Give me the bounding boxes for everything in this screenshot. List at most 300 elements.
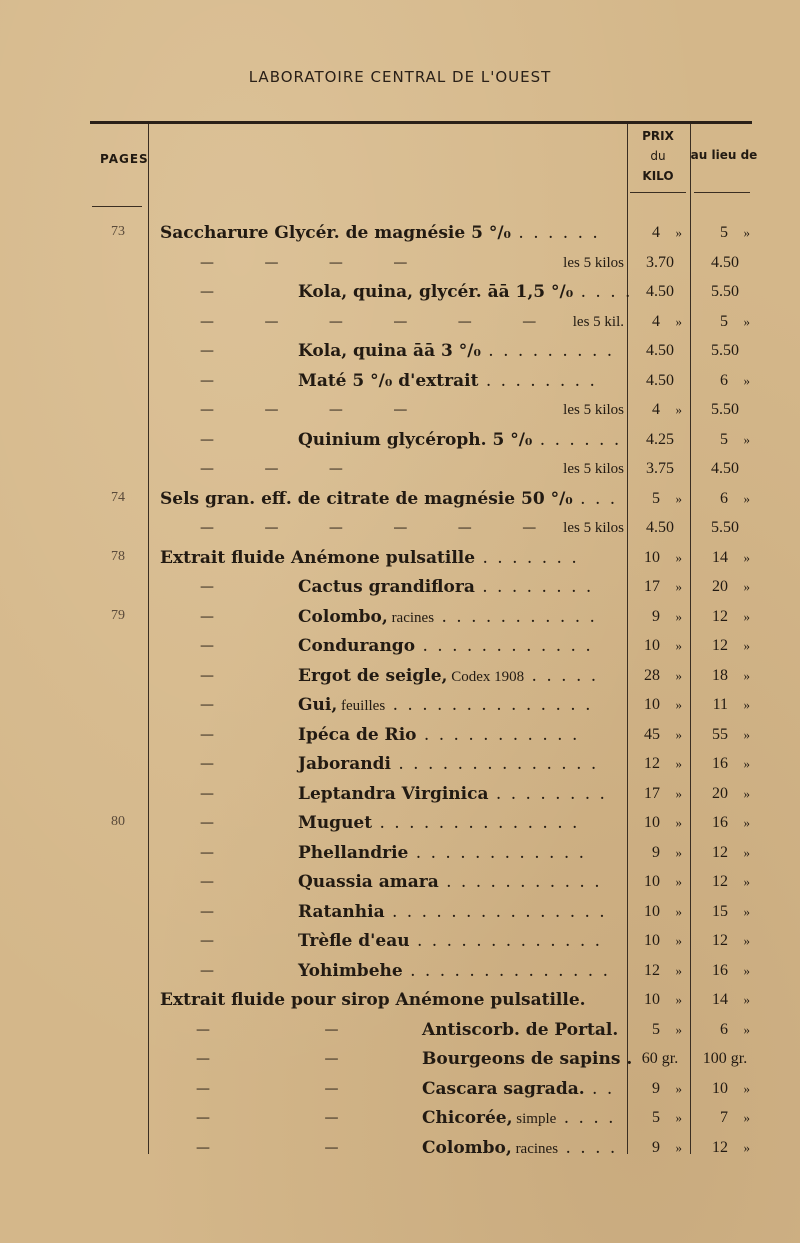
ditto-mark: »	[675, 785, 682, 801]
au-lieu-de-price	[694, 454, 756, 484]
table-row	[0, 838, 800, 868]
lieu-value: 5	[720, 312, 728, 330]
dot-leader: . . . . . .	[532, 429, 622, 450]
ditto-dashes: —	[200, 579, 214, 595]
table-row	[0, 690, 800, 720]
item-label	[422, 1044, 633, 1074]
dot-leader: . . . . . .	[510, 223, 600, 243]
ditto-mark: »	[743, 726, 750, 742]
prix-du-kilo	[632, 749, 688, 779]
prix-value: 9	[652, 607, 660, 625]
ditto-mark: »	[675, 933, 682, 948]
ditto-dashes: —	[200, 372, 214, 389]
item-label	[160, 543, 626, 573]
au-lieu-de-price	[694, 690, 756, 720]
item-name: Cascara sagrada.	[422, 1078, 585, 1099]
au-lieu-de-price	[694, 218, 756, 248]
prix-value: 4	[652, 401, 660, 418]
dot-leader: . .	[584, 1078, 615, 1099]
table-row	[0, 277, 800, 307]
au-lieu-de-column-header: au lieu de	[690, 148, 758, 162]
prix-value: 3.70	[646, 253, 674, 271]
ditto-mark: »	[743, 1139, 750, 1155]
prix-value: 3.75	[646, 460, 674, 477]
item-name: Antiscorb. de Portal.	[422, 1019, 619, 1040]
prix-value: 12	[644, 961, 660, 979]
prix-value: 4.25	[646, 430, 674, 448]
item-label	[298, 897, 626, 927]
ditto-mark: »	[675, 490, 682, 506]
prix-value: 10	[644, 902, 660, 920]
item-label	[298, 631, 626, 661]
lieu-value: 16	[712, 755, 728, 772]
lieu-value: 6	[720, 1020, 728, 1038]
prix-du-kilo	[632, 867, 688, 897]
au-lieu-de-price	[694, 1015, 756, 1045]
ditto-dashes: —	[200, 667, 214, 684]
au-lieu-de-price	[694, 484, 756, 514]
prix-value: 17	[644, 578, 660, 595]
table-row	[0, 484, 800, 514]
prix-du-kilo	[632, 690, 688, 720]
ditto-mark: »	[743, 874, 750, 889]
ditto-dashes: —	[200, 844, 214, 861]
ditto-dashes: —	[200, 785, 214, 802]
prix-du-kilo	[632, 572, 688, 602]
item-name: Ergot de seigle,	[298, 665, 448, 686]
prix-value: 10	[644, 696, 660, 713]
ditto-dashes: — — — — — —	[200, 520, 537, 536]
lieu-value: 4.50	[711, 253, 739, 271]
ditto-mark: »	[743, 431, 750, 447]
item-name: Extrait fluide pour sirop Anémone pulsatille.	[160, 990, 586, 1010]
ditto-mark: »	[743, 697, 750, 712]
au-lieu-de-price	[694, 631, 756, 661]
prix-value: 5	[652, 1109, 660, 1126]
lieu-value: 20	[712, 784, 728, 802]
au-lieu-de-price	[694, 956, 756, 986]
ditto-dashes: —	[200, 933, 214, 949]
item-name: Maté 5 °/₀ d'extrait	[298, 370, 479, 391]
dot-leader: . . . . . . .	[475, 547, 579, 568]
item-label	[160, 484, 626, 514]
ditto-mark: »	[675, 697, 682, 712]
item-name: Saccharure Glycér. de magnésie 5 °/₀	[160, 223, 511, 243]
ditto-mark: »	[675, 579, 682, 594]
item-label	[298, 956, 626, 986]
item-label	[160, 985, 626, 1015]
table-row	[0, 1074, 800, 1104]
prix-du-kilo	[632, 1103, 688, 1133]
item-name: Ratanhia	[298, 901, 385, 922]
ditto-dashes: — —	[196, 1021, 339, 1038]
ditto-mark: »	[675, 992, 682, 1007]
dot-leader: . . . . . . . .	[474, 577, 594, 597]
table-row	[0, 956, 800, 986]
prix-du-kilo	[632, 1015, 688, 1045]
prix-du-kilo	[632, 454, 688, 484]
ditto-mark: »	[743, 815, 750, 830]
item-name: Quinium glycéroph. 5 °/₀	[298, 429, 533, 450]
ditto-mark: »	[675, 726, 682, 742]
quantity-note: les 5 kil.	[572, 313, 624, 330]
item-name: Muguet	[298, 813, 373, 833]
prix-du-kilo	[632, 808, 688, 838]
table-row	[0, 867, 800, 897]
lieu-value: 20	[712, 578, 728, 595]
item-name: Extrait fluide Anémone pulsatille	[160, 547, 476, 568]
table-row	[0, 926, 800, 956]
prix-du-kilo	[632, 484, 688, 514]
lieu-value: 6	[720, 371, 728, 389]
item-label	[160, 218, 626, 248]
prix-value: 12	[644, 755, 660, 772]
prix-du-kilo	[632, 779, 688, 809]
ditto-mark: »	[743, 756, 750, 771]
prix-value: 5	[652, 1020, 660, 1038]
ditto-mark: »	[743, 667, 750, 683]
item-label	[298, 661, 626, 691]
lieu-value: 14	[712, 548, 728, 566]
ditto-mark: »	[743, 903, 750, 919]
au-lieu-de-price	[694, 277, 756, 307]
prix-value: 9	[652, 1138, 660, 1156]
lieu-value: 12	[712, 843, 728, 861]
prix-du-kilo	[632, 838, 688, 868]
ditto-dashes: — — — —	[200, 402, 408, 418]
table-row	[0, 307, 800, 337]
prix-du-kilo	[632, 248, 688, 278]
ditto-mark: »	[675, 225, 682, 240]
item-name: Colombo,	[422, 1137, 512, 1158]
table-row	[0, 897, 800, 927]
dot-leader: . . . . . . . . . . . . . .	[402, 960, 610, 981]
item-label	[298, 779, 626, 809]
ditto-dashes: —	[200, 815, 214, 831]
lieu-value: 12	[712, 932, 728, 949]
au-lieu-de-price	[694, 425, 756, 455]
prix-du-kilo	[632, 631, 688, 661]
table-row	[0, 1133, 800, 1163]
table-row	[0, 543, 800, 573]
du-header-line: du	[650, 149, 666, 163]
dot-leader: . . . .	[573, 282, 633, 302]
ditto-mark: »	[743, 372, 750, 388]
table-row	[0, 602, 800, 632]
ditto-dashes: — —	[196, 1139, 339, 1156]
item-label	[298, 366, 626, 396]
prix-du-kilo	[632, 661, 688, 691]
table-row	[0, 1044, 800, 1074]
item-label	[298, 277, 633, 307]
ditto-mark: »	[743, 638, 750, 653]
ditto-mark: »	[743, 844, 750, 860]
au-lieu-de-price	[694, 838, 756, 868]
item-label	[298, 572, 626, 602]
item-label	[298, 690, 626, 720]
item-label	[298, 808, 626, 838]
table-row	[0, 631, 800, 661]
prix-value: 4.50	[646, 283, 674, 300]
prix-value: 4.50	[646, 371, 674, 389]
au-lieu-de-price	[694, 366, 756, 396]
page-number: 79	[111, 607, 125, 623]
dot-leader: . . . .	[558, 1137, 618, 1158]
ditto-mark: »	[675, 313, 682, 329]
prix-du-kilo	[632, 307, 688, 337]
prix-value: 10	[644, 814, 660, 831]
item-name: Jaborandi	[298, 754, 391, 774]
prix-du-kilo	[632, 218, 688, 248]
item-label	[422, 1015, 626, 1045]
lieu-value: 4.50	[711, 460, 739, 477]
prix-du-kilo	[632, 336, 688, 366]
ditto-dashes: —	[200, 962, 214, 979]
ditto-dashes: —	[200, 608, 214, 625]
au-lieu-de-price	[694, 602, 756, 632]
ditto-mark: »	[675, 903, 682, 919]
ditto-mark: »	[675, 844, 682, 860]
table-row	[0, 720, 800, 750]
item-label	[298, 867, 626, 897]
lieu-value: 5	[720, 430, 728, 448]
table-row	[0, 336, 800, 366]
table-row	[0, 749, 800, 779]
ditto-mark: »	[743, 933, 750, 948]
prix-du-kilo	[632, 277, 688, 307]
prix-du-kilo	[632, 395, 688, 425]
dot-leader: . . . . . . . . . . . . . . .	[384, 901, 607, 922]
lieu-value: 5	[720, 224, 728, 241]
page-number: 80	[111, 814, 125, 829]
page-number: 73	[111, 224, 125, 239]
table-row	[0, 1103, 800, 1133]
table-row	[0, 395, 800, 425]
item-name: Yohimbehe	[298, 960, 403, 981]
item-name: Quassia amara	[298, 872, 439, 892]
item-label	[298, 425, 626, 455]
item-label	[298, 749, 626, 779]
table-row	[0, 218, 800, 248]
lieu-value: 12	[712, 873, 728, 890]
dot-leader: . . . . . . . . . . . .	[415, 636, 593, 656]
lieu-value: 16	[712, 961, 728, 979]
au-lieu-de-price	[694, 543, 756, 573]
prix-value: 4.50	[646, 342, 674, 359]
au-lieu-de-price	[694, 808, 756, 838]
lieu-value: 12	[712, 607, 728, 625]
au-lieu-de-price	[694, 749, 756, 779]
item-note: simple	[512, 1111, 557, 1127]
ditto-mark: »	[675, 549, 682, 565]
table-row	[0, 513, 800, 543]
prix-du-kilo	[632, 897, 688, 927]
table-row	[0, 366, 800, 396]
lieu-value: 16	[712, 814, 728, 831]
item-label	[298, 926, 626, 956]
item-name: Kola, quina āā 3 °/₀	[298, 341, 481, 361]
lieu-value: 5.50	[711, 342, 739, 359]
dot-leader: . . . . . . . . . . . . . .	[385, 695, 593, 715]
prix-value: 4.50	[646, 519, 674, 536]
prix-value: 10	[644, 548, 660, 566]
ditto-mark: »	[675, 608, 682, 624]
item-name: Trèfle d'eau	[298, 931, 410, 951]
item-label	[422, 1074, 626, 1104]
prix-du-kilo	[632, 1074, 688, 1104]
ditto-dashes: —	[200, 431, 214, 448]
ditto-mark: »	[675, 815, 682, 830]
prix-value: 10	[644, 932, 660, 949]
ditto-dashes: —	[200, 903, 214, 920]
au-lieu-de-price	[694, 779, 756, 809]
item-label	[422, 1133, 626, 1163]
ditto-mark: »	[743, 1080, 750, 1096]
au-lieu-de-price	[694, 1044, 756, 1074]
dot-leader: . . . . . . . .	[478, 370, 597, 391]
item-note: Codex 1908	[447, 668, 525, 685]
prix-value: 28	[644, 666, 660, 684]
prix-du-kilo	[632, 956, 688, 986]
lieu-value: 55	[712, 725, 728, 743]
prix-du-kilo	[632, 366, 688, 396]
prix-value: 60 gr.	[641, 1050, 679, 1067]
item-label	[298, 838, 626, 868]
ditto-dashes: —	[200, 726, 214, 743]
ditto-mark: »	[675, 874, 682, 889]
prix-value: 9	[652, 843, 660, 861]
lieu-value: 7	[720, 1109, 728, 1126]
au-lieu-de-price	[694, 661, 756, 691]
lieu-value: 11	[712, 696, 728, 713]
prix-value: 4	[652, 224, 660, 241]
lieu-value: 18	[712, 666, 728, 684]
table-row	[0, 1015, 800, 1045]
ditto-dashes: — —	[196, 1051, 339, 1067]
ditto-mark: »	[675, 1110, 682, 1125]
dot-leader: . . . . . . . . . . . . . .	[390, 754, 599, 774]
prix-du-kilo	[632, 1044, 688, 1074]
item-name: Condurango	[298, 636, 416, 656]
prix-du-kilo	[632, 720, 688, 750]
item-note: racines	[511, 1140, 559, 1157]
dot-leader: . . . . .	[524, 665, 599, 686]
table-row	[0, 248, 800, 278]
ditto-dashes: — — —	[200, 461, 343, 477]
prix-du-kilo	[632, 425, 688, 455]
table-row	[0, 661, 800, 691]
ditto-mark: »	[675, 402, 682, 417]
lieu-value: 5.50	[711, 519, 739, 536]
page-number: 78	[111, 548, 125, 564]
ditto-dashes: —	[200, 756, 214, 772]
ditto-mark: »	[743, 549, 750, 565]
table-row	[0, 454, 800, 484]
lieu-value: 6	[720, 489, 728, 507]
au-lieu-de-price	[694, 1074, 756, 1104]
prix-value: 17	[644, 784, 660, 802]
prix-du-kilo	[632, 985, 688, 1015]
au-lieu-de-price	[694, 336, 756, 366]
item-name: Kola, quina, glycér. āā 1,5 °/₀	[298, 282, 574, 302]
table-row	[0, 779, 800, 809]
ditto-mark: »	[743, 1110, 750, 1125]
au-lieu-de-price	[694, 985, 756, 1015]
dot-leader: . . . .	[556, 1108, 616, 1128]
item-name: Colombo,	[298, 606, 388, 627]
quantity-note: les 5 kilos	[563, 520, 624, 536]
table-row	[0, 425, 800, 455]
page-header: LABORATOIRE CENTRAL DE L'OUEST	[248, 68, 552, 86]
ditto-dashes: — —	[196, 1110, 339, 1126]
ditto-mark: »	[675, 1080, 682, 1096]
item-name: Phellandrie	[298, 842, 409, 863]
quantity-note: les 5 kilos	[563, 461, 624, 477]
au-lieu-de-price	[694, 395, 756, 425]
ditto-mark: »	[743, 785, 750, 801]
au-lieu-de-price	[694, 720, 756, 750]
ditto-mark: »	[675, 1021, 682, 1037]
ditto-mark: »	[675, 756, 682, 771]
prix-value: 9	[652, 1079, 660, 1097]
ditto-mark: »	[743, 225, 750, 240]
page-number: 74	[111, 489, 125, 505]
ditto-dashes: —	[200, 284, 214, 300]
prix-du-kilo	[632, 1133, 688, 1163]
prix-header-line: PRIX	[642, 129, 674, 143]
lieu-value: 10	[712, 1079, 728, 1097]
lieu-value: 5.50	[711, 401, 739, 418]
ditto-dashes: — — — — — —	[200, 313, 537, 330]
item-name: Ipéca de Rio	[298, 724, 417, 745]
ditto-dashes: —	[200, 874, 214, 890]
item-name: Cactus grandiflora	[298, 577, 475, 597]
table-row	[0, 808, 800, 838]
item-name: Leptandra Virginica	[298, 783, 489, 804]
item-label	[298, 720, 626, 750]
item-name: Bourgeons de sapins .	[422, 1049, 633, 1069]
table-row	[0, 985, 800, 1015]
prix-du-kilo	[632, 513, 688, 543]
prix-value: 10	[644, 637, 660, 654]
ditto-mark: »	[743, 490, 750, 506]
au-lieu-de-price	[694, 897, 756, 927]
prix-value: 10	[644, 991, 660, 1008]
ditto-dashes: —	[200, 638, 214, 654]
ditto-mark: »	[743, 313, 750, 329]
lieu-value: 14	[712, 991, 728, 1008]
kilo-header-line: KILO	[642, 169, 674, 183]
dot-leader: . . . . . . . . . . .	[438, 872, 602, 892]
item-name: Gui,	[298, 695, 338, 715]
item-name: Sels gran. eff. de citrate de magnésie 50 °/₀	[160, 488, 573, 509]
dot-leader: . . . . . . . . . . .	[416, 724, 580, 745]
ditto-mark: »	[743, 579, 750, 594]
au-lieu-de-price	[694, 307, 756, 337]
dot-leader: . . .	[572, 488, 618, 509]
ditto-mark: »	[743, 608, 750, 624]
lieu-value: 15	[712, 902, 728, 920]
au-lieu-de-price	[694, 1133, 756, 1163]
prix-du-kilo	[632, 543, 688, 573]
prix-du-kilo	[632, 602, 688, 632]
dot-leader: . . . . . . . . . . . . . .	[372, 813, 580, 833]
prix-value: 45	[644, 725, 660, 743]
quantity-note: les 5 kilos	[563, 402, 624, 418]
au-lieu-de-price	[694, 248, 756, 278]
ditto-mark: »	[675, 638, 682, 653]
item-note: feuilles	[337, 698, 386, 714]
